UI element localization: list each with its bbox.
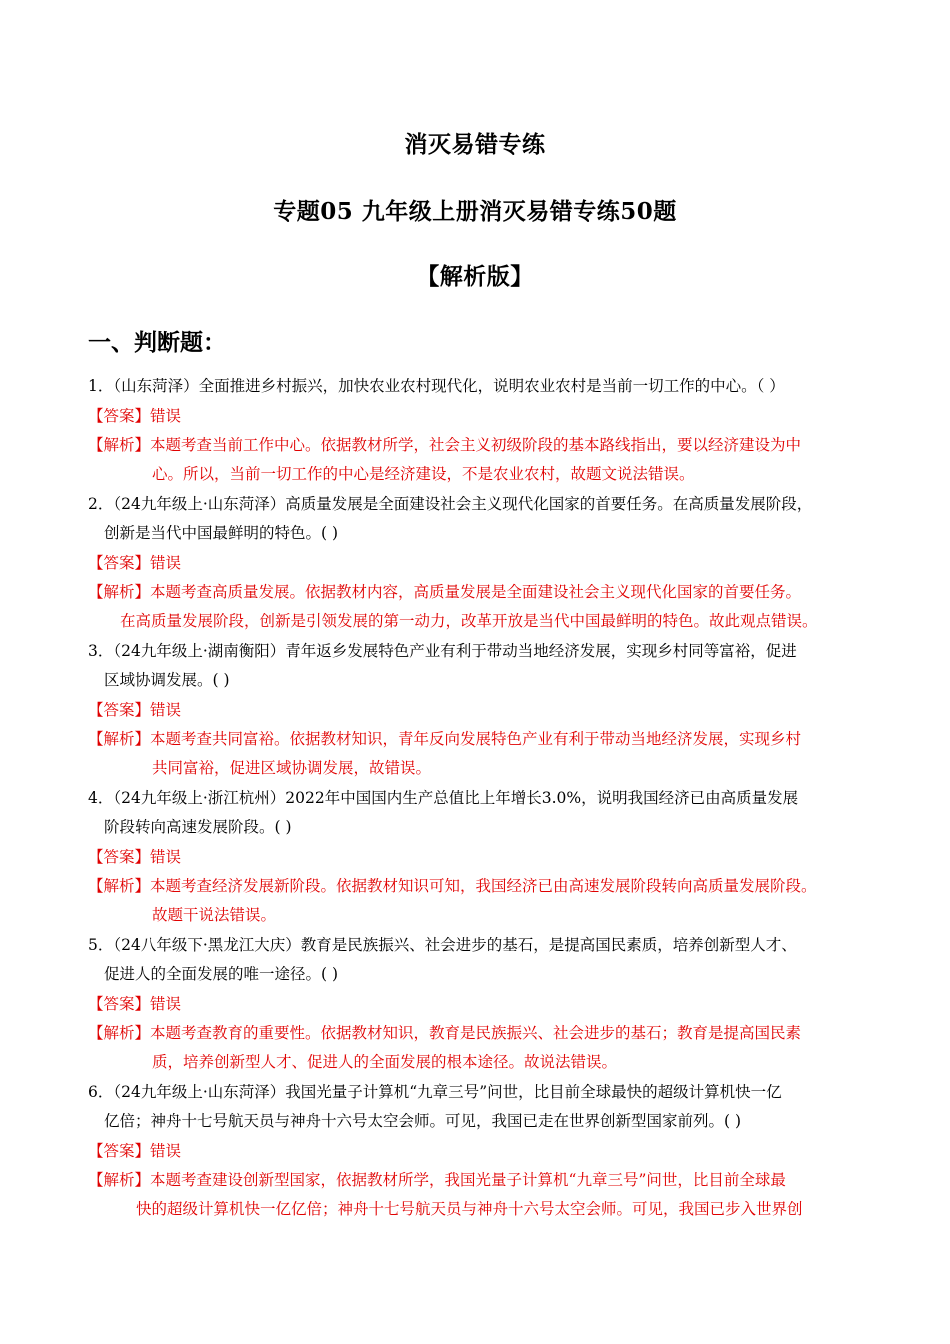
explanation-text-continued: 共同富裕，促进区域协调发展，故错误。 [152, 759, 432, 777]
document-title: 消灭易错专练 [404, 131, 546, 158]
document-version-label: 【解析版】 [416, 263, 534, 290]
question-5 [88, 931, 878, 989]
question-text: 6．（24九年级上·山东菏泽）我国光量子计算机“九章三号”问世，比目前全球最快的超级计算机快一亿 [88, 1083, 782, 1101]
answer-label: 【答案】 [88, 1142, 151, 1160]
answer-4 [88, 843, 878, 872]
answer-label: 【答案】 [88, 701, 151, 719]
question-text: 5．（24八年级下·黑龙江大庆）教育是民族振兴、社会进步的基石，是提高国民素质，培养创新型人才、 [88, 936, 797, 954]
explanation-text: 本题考查教育的重要性。依据教材知识，教育是民族振兴、社会进步的基石；教育是提高国民素 [150, 1024, 802, 1042]
answer-label: 【答案】 [88, 407, 151, 425]
explanation-3 [88, 725, 878, 783]
question-text: 3．（24九年级上·湖南衡阳）青年返乡发展特色产业有利于带动当地经济发展，实现乡村同等富裕，促进 [88, 642, 797, 660]
question-text: 4．（24九年级上·浙江杭州）2022年中国国内生产总值比上年增长3.0%，说明我国经济已由高质量发展 [88, 789, 799, 807]
answer-1 [88, 402, 878, 431]
question-2 [88, 490, 878, 548]
answer-value: 错误 [150, 995, 182, 1013]
answer-label: 【答案】 [88, 848, 151, 866]
question-text-continued: 阶段转向高速发展阶段。( ) [104, 818, 292, 836]
explanation-text: 本题考查经济发展新阶段。依据教材知识可知，我国经济已由高速发展阶段转向高质量发展阶段。 [150, 877, 817, 895]
answer-3 [88, 696, 878, 725]
explanation-text-continued: 快的超级计算机快一亿亿倍；神舟十七号航天员与神舟十六号太空会师。可见，我国已步入世界创 [136, 1200, 803, 1218]
explanation-5 [88, 1019, 878, 1077]
question-text-continued: 促进人的全面发展的唯一途径。( ) [104, 965, 339, 983]
explanation-text: 本题考查共同富裕。依据教材知识，青年反向发展特色产业有利于带动当地经济发展，实现乡村 [150, 730, 802, 748]
question-text: 1．（山东菏泽）全面推进乡村振兴，加快农业农村现代化，说明农业农村是当前一切工作的中心。（ ） [88, 377, 785, 395]
question-4 [88, 784, 878, 842]
explanation-label: 【解析】 [88, 1024, 151, 1042]
explanation-6 [88, 1166, 878, 1224]
explanation-label: 【解析】 [88, 877, 151, 895]
explanation-1 [88, 431, 878, 489]
answer-value: 错误 [150, 1142, 182, 1160]
explanation-text-continued: 在高质量发展阶段，创新是引领发展的第一动力，改革开放是当代中国最鲜明的特色。故此观点错误。 [120, 612, 818, 630]
question-1 [88, 372, 878, 401]
answer-label: 【答案】 [88, 554, 151, 572]
document-subtitle: 专题05 九年级上册消灭易错专练50题 [273, 198, 677, 225]
answer-6 [88, 1137, 878, 1166]
section-heading: 一、判断题： [88, 329, 226, 356]
explanation-text-continued: 质，培养创新型人才、促进人的全面发展的根本途径。故说法错误。 [152, 1053, 618, 1071]
explanation-text-continued: 心。所以，当前一切工作的中心是经济建设，不是农业农村，故题文说法错误。 [152, 465, 695, 483]
explanation-label: 【解析】 [88, 1171, 151, 1189]
explanation-label: 【解析】 [88, 730, 151, 748]
answer-2 [88, 549, 878, 578]
answer-5 [88, 990, 878, 1019]
question-text: 2．（24九年级上·山东菏泽）高质量发展是全面建设社会主义现代化国家的首要任务。在高质量发展阶段， [88, 495, 813, 513]
explanation-text: 本题考查当前工作中心。依据教材所学，社会主义初级阶段的基本路线指出，要以经济建设为中 [150, 436, 802, 454]
explanation-text: 本题考查高质量发展。依据教材内容，高质量发展是全面建设社会主义现代化国家的首要任务。 [150, 583, 802, 601]
answer-value: 错误 [150, 554, 182, 572]
question-text-continued: 亿倍；神舟十七号航天员与神舟十六号太空会师。可见，我国已走在世界创新型国家前列。( ) [104, 1112, 742, 1130]
explanation-2 [88, 578, 878, 636]
answer-label: 【答案】 [88, 995, 151, 1013]
explanation-label: 【解析】 [88, 583, 151, 601]
question-3 [88, 637, 878, 695]
answer-value: 错误 [150, 407, 182, 425]
question-text-continued: 创新是当代中国最鲜明的特色。( ) [104, 524, 339, 542]
explanation-4 [88, 872, 878, 930]
question-6 [88, 1078, 878, 1136]
explanation-text-continued: 故题干说法错误。 [152, 906, 277, 924]
question-text-continued: 区域协调发展。( ) [104, 671, 230, 689]
explanation-text: 本题考查建设创新型国家，依据教材所学，我国光量子计算机“九章三号”问世，比目前全球最 [150, 1171, 786, 1189]
answer-value: 错误 [150, 701, 182, 719]
explanation-label: 【解析】 [88, 436, 151, 454]
answer-value: 错误 [150, 848, 182, 866]
